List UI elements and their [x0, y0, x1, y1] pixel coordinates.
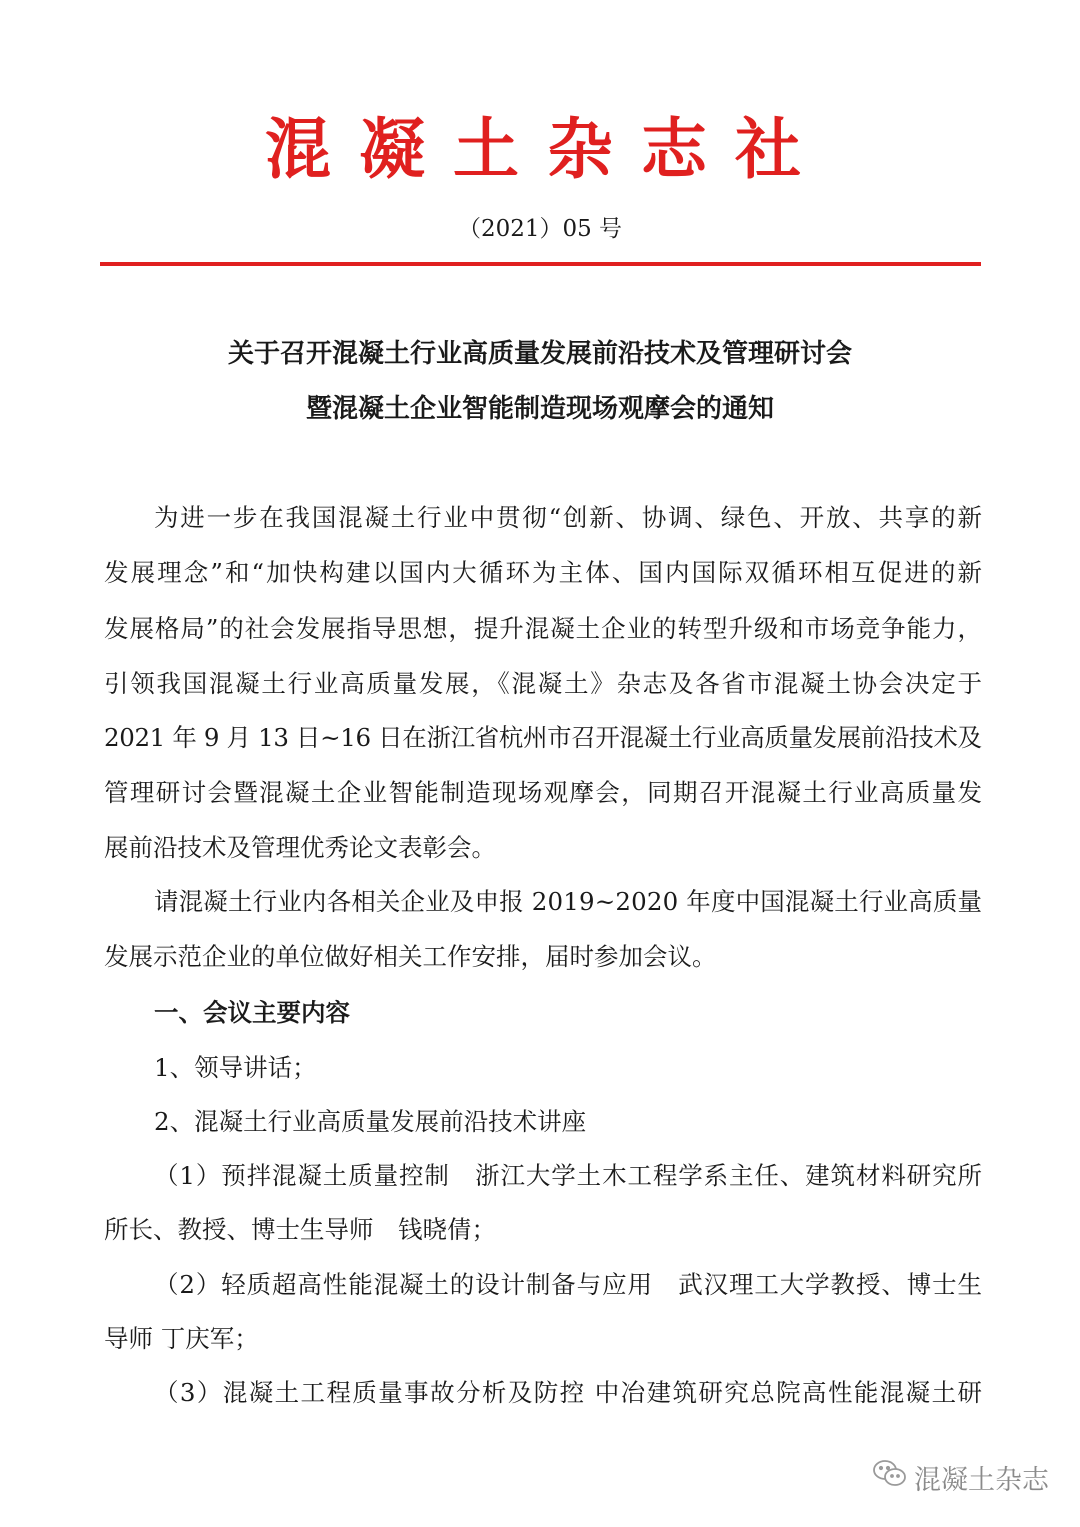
watermark-text: 混凝土杂志: [914, 1465, 1049, 1496]
document-number: （2021）05 号: [457, 216, 623, 242]
red-divider: [100, 262, 981, 266]
body-line: 请混凝土行业内各相关企业及申报 2019~2020 年度中国混凝土行业高质量: [154, 887, 983, 916]
body-line: 所长、教授、博士生导师 钱晓倩；: [104, 1215, 496, 1244]
body-line: 发展格局”的社会发展指导思想，提升混凝土企业的转型升级和市场竞争能力，: [104, 614, 983, 643]
body-line: 2021 年 9 月 13 日~16 日在浙江省杭州市召开混凝土行业高质量发展前沿技术及: [104, 723, 982, 752]
body-line: 为进一步在我国混凝土行业中贯彻“创新、协调、绿色、开放、共享的新: [154, 503, 984, 532]
body-line: 发展理念”和“加快构建以国内大循环为主体、国内国际双循环相互促进的新: [104, 558, 985, 587]
body-line: （1）预拌混凝土质量控制 浙江大学土木工程学系主任、建筑材料研究所: [154, 1161, 983, 1190]
body-line: 引领我国混凝土行业高质量发展，《混凝土》杂志及各省市混凝土协会决定于: [104, 669, 984, 698]
body-line: 管理研讨会暨混凝土企业智能制造现场观摩会，同期召开混凝土行业高质量发: [104, 778, 984, 807]
body-line: 发展示范企业的单位做好相关工作安排，届时参加会议。: [104, 942, 717, 971]
watermark: [872, 1458, 1049, 1497]
body-line: （2）轻质超高性能混凝土的设计制备与应用 武汉理工大学教授、博士生: [154, 1270, 983, 1299]
notice-title-line-1: 关于召开混凝土行业高质量发展前沿技术及管理研讨会: [227, 339, 852, 369]
section-heading: 一、会议主要内容: [154, 998, 350, 1027]
body-line: 导师 丁庆军；: [104, 1324, 259, 1353]
notice-title-line-2: 暨混凝土企业智能制造现场观摩会的通知: [305, 394, 774, 424]
body-line: 2、混凝土行业高质量发展前沿技术讲座: [154, 1107, 587, 1136]
body-line: （3）混凝土工程质量事故分析及防控 中冶建筑研究总院高性能混凝土研: [154, 1378, 984, 1407]
body-line: 展前沿技术及管理优秀论文表彰会。: [104, 833, 496, 862]
body-line: 1、领导讲话；: [154, 1053, 317, 1082]
wechat-icon: [872, 1459, 908, 1496]
org-name-header: 混凝土杂志社: [265, 110, 829, 188]
